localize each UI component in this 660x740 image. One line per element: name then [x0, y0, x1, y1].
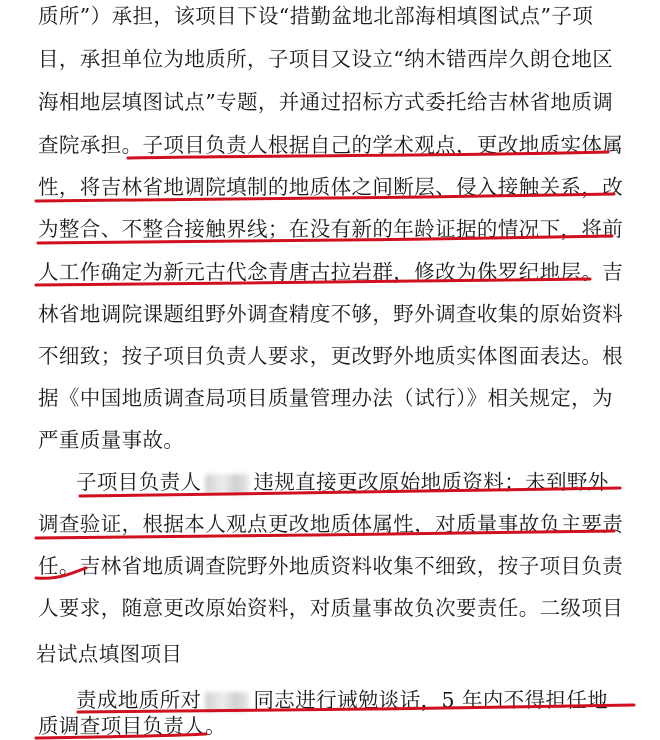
- underline-mark: [80, 488, 620, 496]
- text-line: 据《中国地质调查局项目质量管理办法（试行）》相关规定，为: [38, 386, 613, 410]
- text-line: 人要求，随意更改原始资料，对质量事故负次要责任。二级项目: [38, 596, 624, 620]
- text-line: 调查验证，根据本人观点更改地质体属性，对质量事故负主要责: [38, 512, 624, 536]
- text-line: 为整合、不整合接触界线；在没有新的年龄证据的情况下，将前: [38, 217, 624, 241]
- text-line: 林省地调院课题组野外调查精度不够，野外调查收集的原始资料: [38, 302, 624, 326]
- text-line: 性，将吉林省地调院填制的地质体之间断层、侵入接触关系，改: [38, 175, 624, 199]
- text-line: 不细致；按子项目负责人要求，更改野外地质实体图面表达。根: [38, 344, 624, 368]
- text-line: 海相地层填图试点”专题，并通过招标方式委托给吉林省地质调: [38, 90, 614, 114]
- text-line: 查院承担。子项目负责人根据自己的学术观点，更改地质实体属: [38, 133, 624, 157]
- text-line: 任。吉林省地质调查院野外地质资料收集不细致，按子项目负责: [38, 554, 624, 578]
- section-heading: 岩试点填图项目: [36, 642, 183, 666]
- text-fragment: 同志进行诫勉谈话，5 年内不得担任地: [253, 688, 609, 712]
- underline-mark: [36, 279, 590, 285]
- underline-mark: [36, 734, 206, 738]
- underline-mark: [36, 531, 614, 538]
- underline-mark: [38, 236, 612, 243]
- text-fragment: 违规直接更改原始地质资料；未到野外: [253, 470, 609, 494]
- underline-mark: [78, 705, 634, 712]
- text-fragment: 责成地质所对: [76, 688, 202, 712]
- underline-mark: [36, 194, 614, 201]
- text-line: 严重质量事故。: [38, 428, 185, 452]
- text-line: 质所”）承担，该项目下设“措勤盆地北部海相填图试点”子项: [38, 4, 594, 28]
- underline-mark: [36, 568, 86, 578]
- text-fragment: 子项目负责人: [76, 470, 202, 494]
- text-line: 质调查项目负责人。: [38, 714, 227, 738]
- underline-mark: [128, 152, 608, 158]
- text-line: 人工作确定为新元古代念青唐古拉岩群，修改为侏罗纪地层。吉: [38, 260, 624, 284]
- text-line: 目，承担单位为地质所，子项目又设立“纳木错西岸久朗仓地区: [38, 47, 614, 71]
